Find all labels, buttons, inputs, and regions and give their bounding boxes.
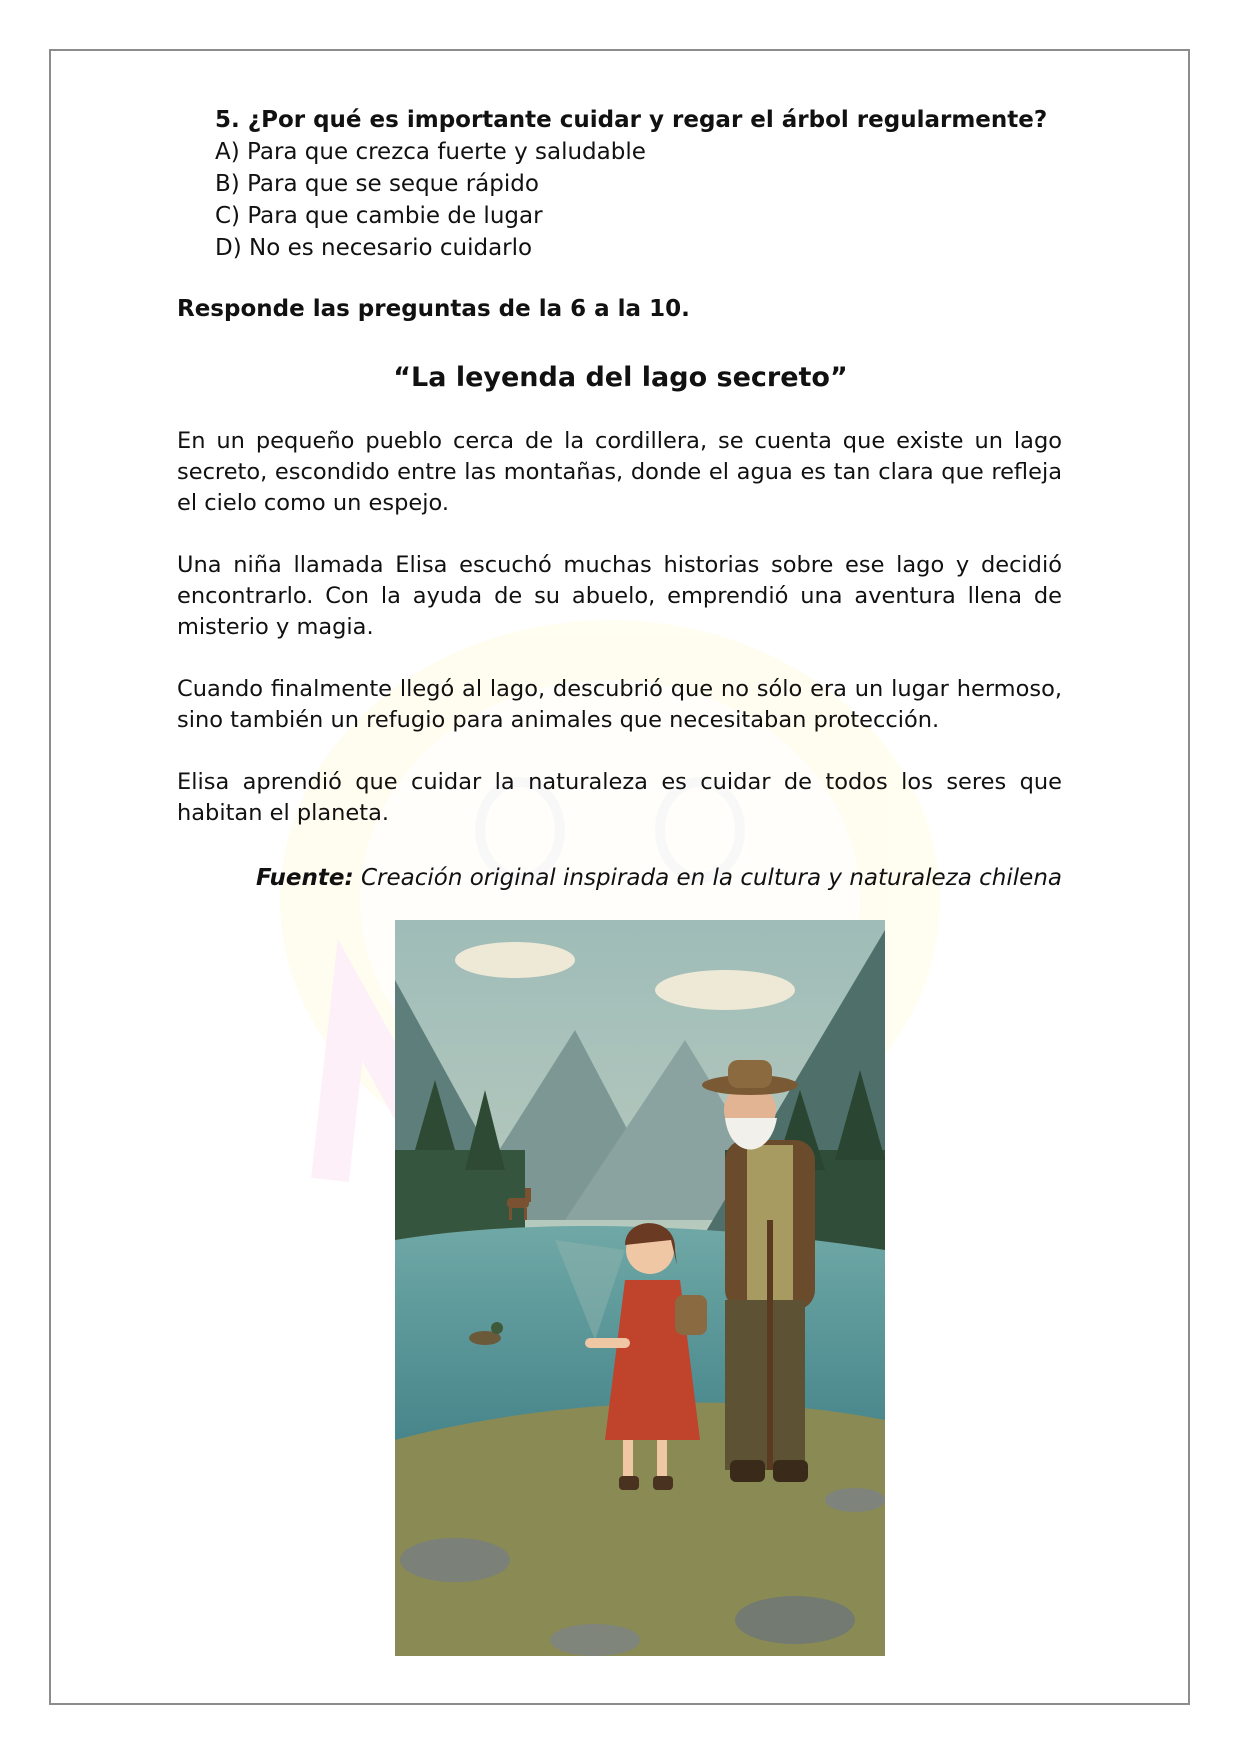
source-text: Creación original inspirada en la cultura y naturaleza chilena: [360, 865, 1062, 891]
source-label: Fuente:: [256, 865, 354, 891]
option-c: C) Para que cambie de lugar: [215, 203, 543, 229]
story-illustration: [395, 920, 885, 1656]
question-title: 5. ¿Por qué es importante cuidar y regar el árbol regularmente?: [215, 107, 1048, 133]
instruction-text: Responde las preguntas de la 6 a la 10.: [177, 296, 690, 322]
story-paragraph-4: Elisa aprendió que cuidar la naturaleza es cuidar de todos los seres que habitan el planeta.: [177, 769, 1062, 826]
story-paragraph-1: En un pequeño pueblo cerca de la cordillera, se cuenta que existe un lago secreto, escondido entre las montañas, donde el agua es tan clara que refleja el cielo como un espejo.: [177, 428, 1062, 516]
option-d: D) No es necesario cuidarlo: [215, 235, 533, 261]
story-paragraph-3: Cuando finalmente llegó al lago, descubrió que no sólo era un lugar hermoso, sino también un refugio para animales que necesitaban protección.: [177, 676, 1062, 733]
question-5: [215, 104, 1115, 264]
story-source: [177, 862, 1062, 894]
story-paragraph-2: Una niña llamada Elisa escuchó muchas historias sobre ese lago y decidió encontrarlo. Con la ayuda de su abuelo, emprendió una aventura llena de misterio y magia.: [177, 552, 1062, 640]
option-b: B) Para que se seque rápido: [215, 171, 539, 197]
story-title: “La leyenda del lago secreto”: [393, 362, 848, 393]
option-a: A) Para que crezca fuerte y saludable: [215, 139, 646, 165]
